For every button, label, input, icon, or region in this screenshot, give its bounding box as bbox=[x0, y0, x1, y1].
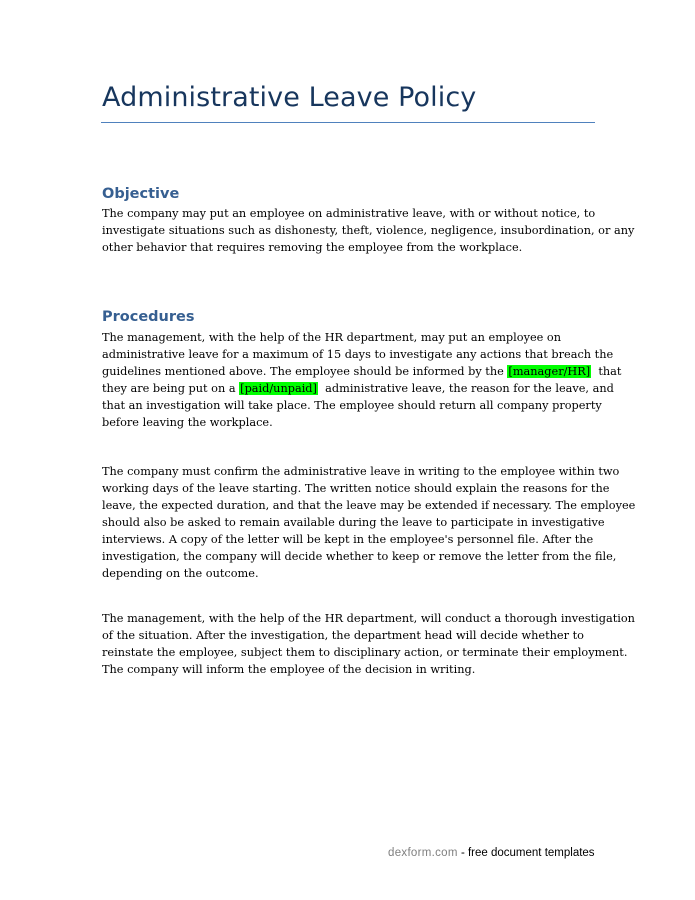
procedures-paragraph-1 bbox=[102, 329, 622, 431]
text-line: investigate situations such as dishonesty, theft, violence, negligence, insubordination, or any bbox=[102, 224, 635, 237]
text-line: other behavior that requires removing the employee from the workplace. bbox=[102, 241, 523, 254]
text-line: The company may put an employee on administrative leave, with or without notice, to bbox=[102, 207, 596, 220]
page-footer bbox=[388, 847, 595, 859]
text-line: The management, with the help of the HR department, will conduct a thorough investigation bbox=[102, 612, 635, 625]
objective-paragraph bbox=[102, 205, 635, 256]
section-heading-procedures: Procedures bbox=[102, 309, 195, 325]
text-line: that an investigation will take place. The employee should return all company property bbox=[102, 399, 602, 412]
text-segment: guidelines mentioned above. The employee should be informed by the bbox=[102, 365, 508, 378]
text-line: of the situation. After the investigation, the department head will decide whether to bbox=[102, 629, 584, 642]
text-segment: they are being put on a bbox=[102, 382, 240, 395]
title-underline-divider bbox=[101, 122, 595, 123]
procedures-paragraph-3 bbox=[102, 610, 635, 678]
text-segment: that bbox=[591, 365, 622, 378]
text-line: interviews. A copy of the letter will be kept in the employee's personnel file. After the bbox=[102, 533, 594, 546]
text-line: leave, the expected duration, and that the leave may be extended if necessary. The employee bbox=[102, 499, 636, 512]
text-line: The management, with the help of the HR department, may put an employee on bbox=[102, 331, 561, 344]
text-line bbox=[102, 363, 622, 380]
text-line: administrative leave for a maximum of 15 days to investigate any actions that breach the bbox=[102, 348, 614, 361]
text-line: The company will inform the employee of the decision in writing. bbox=[102, 663, 476, 676]
text-line: before leaving the workplace. bbox=[102, 416, 273, 429]
text-line: depending on the outcome. bbox=[102, 567, 259, 580]
text-line: investigation, the company will decide whether to keep or remove the letter from the file, bbox=[102, 550, 617, 563]
text-line: working days of the leave starting. The written notice should explain the reasons for the bbox=[102, 482, 610, 495]
footer-tagline: - free document templates bbox=[457, 847, 595, 859]
text-line: The company must confirm the administrative leave in writing to the employee within two bbox=[102, 465, 620, 478]
text-line: reinstate the employee, subject them to disciplinary action, or terminate their employment. bbox=[102, 646, 628, 659]
section-heading-objective: Objective bbox=[102, 186, 180, 202]
placeholder-highlight-paid-unpaid: [paid/unpaid] bbox=[240, 382, 317, 395]
text-line: should also be asked to remain available during the leave to participate in investigative bbox=[102, 516, 605, 529]
document-title: Administrative Leave Policy bbox=[102, 82, 477, 113]
procedures-paragraph-2 bbox=[102, 463, 636, 582]
text-line bbox=[102, 380, 614, 397]
placeholder-highlight-manager-hr: [manager/HR] bbox=[508, 365, 591, 378]
text-segment: administrative leave, the reason for the leave, and bbox=[317, 382, 614, 395]
footer-brand-link[interactable]: dexform.com bbox=[388, 847, 458, 859]
